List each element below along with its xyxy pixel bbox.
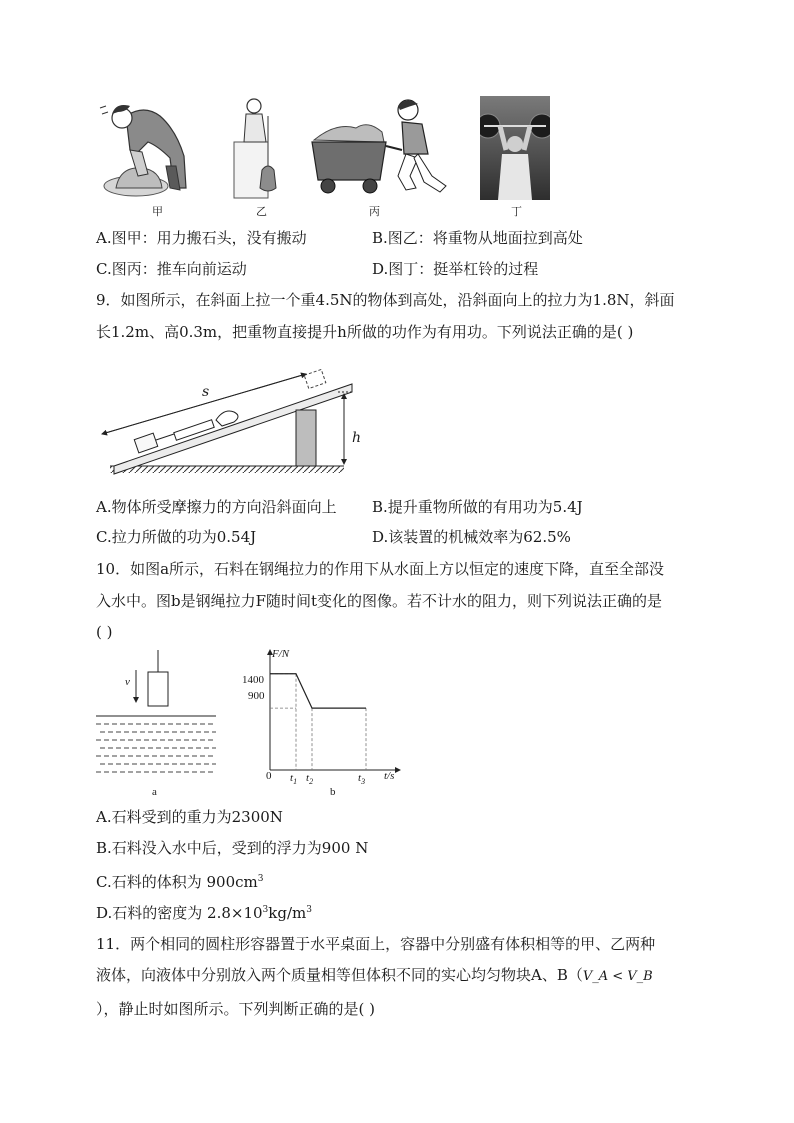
figure-label-jia: 甲 — [152, 206, 163, 218]
q8-option-a: A.图甲：用力搬石头，没有搬动 — [96, 229, 307, 247]
picture-yi-pulling-weight — [230, 96, 286, 200]
figure-a-caption: a — [152, 786, 157, 798]
q10-option-d-sup1: 3 — [262, 905, 269, 915]
incline-label-s: s — [202, 384, 210, 400]
q9-option-a: A.物体所受摩擦力的方向沿斜面向上 — [96, 498, 337, 516]
figure-b-force-time-graph — [236, 644, 406, 787]
q8-option-d: D.图丁：挺举杠铃的过程 — [372, 260, 539, 278]
q9-option-d: D.该装置的机械效率为62.5% — [372, 528, 571, 546]
graph-xtick-t2-sub: 2 — [309, 777, 314, 787]
graph-x-label: t/s — [384, 770, 395, 782]
figure-a-velocity-label: v — [125, 676, 130, 688]
figure-b-caption: b — [330, 786, 336, 798]
q10-option-d-text: D.石料的密度为 2.8×10 — [96, 904, 263, 922]
q10-option-d — [96, 900, 312, 923]
q10-option-c-text: C.石料的体积为 900cm — [96, 873, 258, 891]
force-series-line — [270, 674, 366, 708]
graph-xtick-t3: $t_3$ — [358, 772, 366, 787]
graph-origin: 0 — [266, 770, 272, 782]
q8-option-b: B.图乙：将重物从地面拉到高处 — [372, 229, 583, 247]
picture-ding-weightlifting — [480, 96, 550, 200]
q8-option-c: C.图丙：推车向前运动 — [96, 260, 247, 278]
q9-stem-line1: 9．如图所示，在斜面上拉一个重4.5N的物体到高处，沿斜面向上的拉力为1.8N，斜面 — [96, 291, 675, 309]
q9-option-c: C.拉力所做的功为0.54J — [96, 528, 257, 546]
graph-ytick-900: 900 — [248, 690, 265, 702]
figure-a-stone-in-water — [96, 648, 218, 778]
graph-xtick-t3-sub: 3 — [361, 777, 366, 787]
figure-label-yi: 乙 — [256, 206, 267, 218]
q10-option-a: A.石料受到的重力为2300N — [96, 808, 283, 826]
q11-volume-inequality: V_A < V_B — [582, 969, 653, 984]
figure-label-ding: 丁 — [511, 206, 522, 218]
incline-label-h: h — [352, 430, 362, 446]
q10-stem-line2: 入水中。图b是钢绳拉力F随时间t变化的图像。若不计水的阻力，则下列说法正确的是 — [96, 592, 663, 610]
q9-stem-line2: 长1.2m、高0.3m，把重物直接提升h所做的功作为有用功。下列说法正确的是( ) — [96, 323, 634, 341]
picture-bing-pushing-cart — [306, 96, 458, 200]
graph-ytick-1400: 1400 — [242, 674, 264, 686]
q10-option-b: B.石料没入水中后，受到的浮力为900 N — [96, 839, 369, 857]
graph-y-label: F/N — [272, 648, 290, 660]
q9-option-b: B.提升重物所做的有用功为5.4J — [372, 498, 583, 516]
picture-jia-lifting-stone — [96, 96, 212, 200]
q11-stem-line2 — [96, 965, 653, 987]
q10-option-c-sup: 3 — [257, 874, 264, 884]
q11-stem-line2-text: 液体，向液体中分别放入两个质量相等但体积不同的实心均匀物块A、B（ — [96, 966, 583, 984]
q10-stem-line1: 10．如图a所示，石料在钢绳拉力的作用下从水面上方以恒定的速度下降，直至全部没 — [96, 560, 665, 578]
graph-xtick-t1: $t_1$ — [290, 772, 298, 787]
figure-label-bing: 丙 — [369, 206, 380, 218]
q10-option-c — [96, 869, 263, 892]
q11-stem-line3: ），静止时如图所示。下列判断正确的是( ) — [96, 1000, 375, 1018]
graph-xtick-t1-sub: 1 — [293, 777, 298, 787]
q10-option-d-unit: kg/m — [268, 904, 307, 922]
q11-stem-line1: 11．两个相同的圆柱形容器置于水平桌面上，容器中分别盛有体积相等的甲、乙两种 — [96, 935, 656, 953]
q10-stem-line3: ( ) — [96, 623, 113, 641]
graph-xtick-t2: $t_2$ — [306, 772, 314, 787]
incline-plane-figure — [94, 364, 364, 476]
q10-option-d-sup2: 3 — [306, 905, 312, 915]
